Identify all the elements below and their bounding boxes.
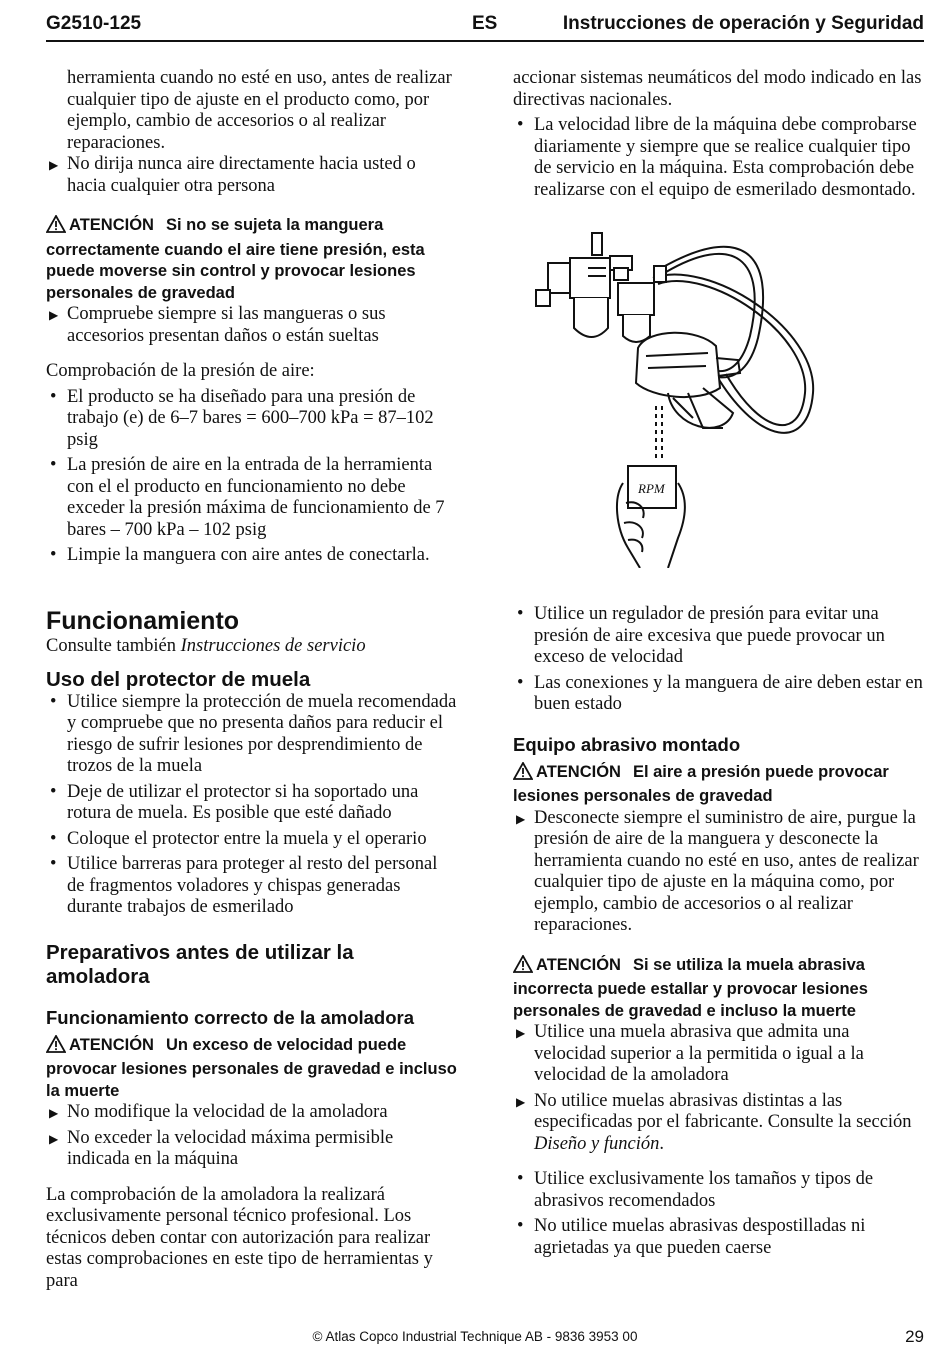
step-text-suffix: . <box>659 1133 664 1154</box>
list-item <box>46 782 458 825</box>
action-step <box>46 1102 458 1124</box>
right-column-bottom <box>513 604 925 1259</box>
warning-text: El aire a presión puede provocar lesiones personales de gravedad <box>513 762 889 805</box>
bullet-icon: • <box>50 386 57 407</box>
footer-copyright: © Atlas Copco Industrial Technique AB - 9836 3953 00 <box>312 1329 638 1344</box>
bullet-icon: • <box>517 1169 524 1189</box>
warning-triangle-icon <box>46 215 66 240</box>
warning-text: Si se utiliza la muela abrasiva incorrecta puede estallar y provocar lesiones personales de gravedad e incluso la muerte <box>513 955 868 1020</box>
warning-block <box>46 215 458 304</box>
body-paragraph: La comprobación de la amoladora la realizará exclusivamente personal técnico profesional. Los técnicos deben contar con autorización para realizar estas comprobaciones en este tipo de herramientas y para <box>46 1184 433 1291</box>
list-item-text: Utilice un regulador de presión para evitar una presión de aire excesiva que puede provocar un exceso de velocidad <box>534 604 885 667</box>
warning-label: ATENCIÓN <box>536 762 621 781</box>
bullet-icon: • <box>50 854 57 874</box>
step-text: Desconecte siempre el suministro de aire, purgue la presión de aire de la manguera y desconecte la herramienta cuando no esté en uso, antes de realizar cualquier tipo de ajuste en la máquina como, por ejemplo, cambio de accesorios o al realizar reparaciones. <box>534 807 919 935</box>
list-item <box>513 1216 925 1259</box>
tachometer-label: RPM <box>638 481 665 496</box>
action-step <box>513 1091 925 1156</box>
warning-label: ATENCIÓN <box>536 955 621 974</box>
subsection-heading-correcto: Funcionamiento correcto de la amoladora <box>46 1006 415 1028</box>
language-code: ES <box>472 13 498 34</box>
triangle-bullet-icon: ▶ <box>516 1026 526 1040</box>
list-item <box>513 604 925 669</box>
list-item <box>46 455 458 541</box>
right-column-top <box>513 68 925 201</box>
step-text: Utilice una muela abrasiva que admita una velocidad superior a la permitida o igual a la velocidad de la amoladora <box>534 1022 864 1085</box>
bullet-icon: • <box>517 115 524 135</box>
action-step <box>46 304 458 347</box>
left-column-top <box>46 68 458 567</box>
action-step <box>513 808 925 937</box>
triangle-bullet-icon: ▶ <box>49 158 59 172</box>
bullet-icon: • <box>517 672 524 693</box>
see-also-line <box>46 636 458 658</box>
warning-triangle-icon <box>513 955 533 980</box>
list-item-text: Utilice barreras para proteger al resto del personal de fragmentos voladores y chispas generadas durante trabajos de esmerilado <box>67 854 438 917</box>
list-item-text: Deje de utilizar el protector si ha soportado una rotura de muela. Es posible que esté dañado <box>67 781 419 823</box>
list-item-text: Utilice siempre la protección de muela recomendada y compruebe que no presenta daños para reducir el riesgo de sufrir lesiones por desprendimiento de trozos de la muela <box>67 691 457 776</box>
warning-text: Si no se sujeta la manguera correctamente cuando el aire tiene presión, esta puede moverse sin control y provocar lesiones personales de gravedad <box>46 216 425 302</box>
action-step <box>46 1128 458 1171</box>
list-item-text: No utilice muelas abrasivas despostilladas ni agrietadas ya que pueden caerse <box>534 1216 866 1258</box>
step-text: No dirija nunca aire directamente hacia usted o hacia cualquier otra persona <box>67 154 416 196</box>
triangle-bullet-icon: ▶ <box>49 1131 59 1146</box>
warning-label: ATENCIÓN <box>69 216 154 234</box>
pressure-heading: Comprobación de la presión de aire: <box>46 361 315 381</box>
step-text: No exceder la velocidad máxima permisible indicada en la máquina <box>67 1127 394 1169</box>
action-step <box>46 154 458 197</box>
bullet-icon: • <box>517 1216 524 1236</box>
left-column-bottom <box>46 606 458 1292</box>
continued-paragraph: herramienta cuando no esté en uso, antes de realizar cualquier tipo de ajuste en el producto como, por ejemplo, cambio de accesorios o al realizar reparaciones. <box>67 68 452 153</box>
step-text: No modifique la velocidad de la amoladora <box>67 1102 388 1122</box>
list-item <box>46 854 458 919</box>
warning-text: Un exceso de velocidad puede provocar lesiones personales de gravedad e incluso la muerte <box>46 1035 457 1100</box>
list-item-text: La presión de aire en la entrada de la herramienta con el el producto en funcionamiento no debe exceder la presión máxima de funcionamiento de 7 bares – 700 kPa – 102 psig <box>67 455 445 540</box>
section-heading-funcionamiento: Funcionamiento <box>46 607 240 635</box>
list-item-text: Coloque el protector entre la muela y el operario <box>67 828 427 849</box>
list-item-text: La velocidad libre de la máquina debe comprobarse diariamente y siempre que se realice cualquier tipo de servicio en la máquina. Esta comprobación debe realizarse con el equipo de esmerilado desmontado. <box>534 115 917 200</box>
subsection-heading-preparativos: Preparativos antes de utilizar la amoladora <box>46 940 354 988</box>
triangle-bullet-icon: ▶ <box>49 1106 59 1120</box>
bullet-icon: • <box>517 604 524 624</box>
warning-triangle-icon <box>46 1035 66 1060</box>
page-header <box>46 10 924 42</box>
triangle-bullet-icon: ▶ <box>516 1094 526 1109</box>
list-item-text: Utilice exclusivamente los tamaños y tipos de abrasivos recomendados <box>534 1169 874 1211</box>
step-text-prefix: No utilice muelas abrasivas distintas a las especificadas por el fabricante. Consulte la sección <box>534 1090 912 1132</box>
action-step <box>513 1022 925 1087</box>
list-item-text: Limpie la manguera con aire antes de conectarla. <box>67 545 430 565</box>
list-item-text: Las conexiones y la manguera de aire deben estar en buen estado <box>534 672 923 714</box>
subsection-heading-equipo: Equipo abrasivo montado <box>513 733 741 755</box>
cross-reference: Diseño y función <box>534 1133 660 1154</box>
warning-block <box>513 762 925 808</box>
continued-paragraph: accionar sistemas neumáticos del modo indicado en las directivas nacionales. <box>513 68 922 110</box>
model-number: G2510-125 <box>46 13 142 34</box>
bullet-icon: • <box>50 691 57 712</box>
triangle-bullet-icon: ▶ <box>516 811 526 826</box>
triangle-bullet-icon: ▶ <box>49 308 59 322</box>
list-item <box>513 673 925 716</box>
list-item <box>46 387 458 452</box>
bullet-icon: • <box>50 781 57 802</box>
list-item <box>46 545 458 567</box>
step-text: Compruebe siempre si las mangueras o sus accesorios presentan daños o están sueltas <box>67 304 386 346</box>
warning-block <box>513 955 925 1023</box>
bullet-icon: • <box>50 545 57 565</box>
list-item <box>513 115 925 201</box>
list-item <box>46 829 458 851</box>
see-also-prefix: Consulte también <box>46 636 181 656</box>
list-item <box>46 692 458 778</box>
list-item <box>513 1169 925 1212</box>
warning-label: ATENCIÓN <box>69 1035 154 1054</box>
warning-block <box>46 1035 458 1103</box>
page-number: 29 <box>905 1327 924 1346</box>
list-item-text: El producto se ha diseñado para una presión de trabajo (e) de 6–7 bares = 600–700 kPa = 87–102 psig <box>67 386 434 450</box>
grinder-speed-check-illustration <box>528 228 828 568</box>
subsection-heading-uso: Uso del protector de muela <box>46 667 311 691</box>
document-title: Instrucciones de operación y Seguridad <box>562 13 924 34</box>
warning-triangle-icon <box>513 762 533 787</box>
see-also-reference: Instrucciones de servicio <box>180 636 366 656</box>
bullet-icon: • <box>50 455 57 475</box>
bullet-icon: • <box>50 828 57 849</box>
step-text <box>534 1091 912 1154</box>
